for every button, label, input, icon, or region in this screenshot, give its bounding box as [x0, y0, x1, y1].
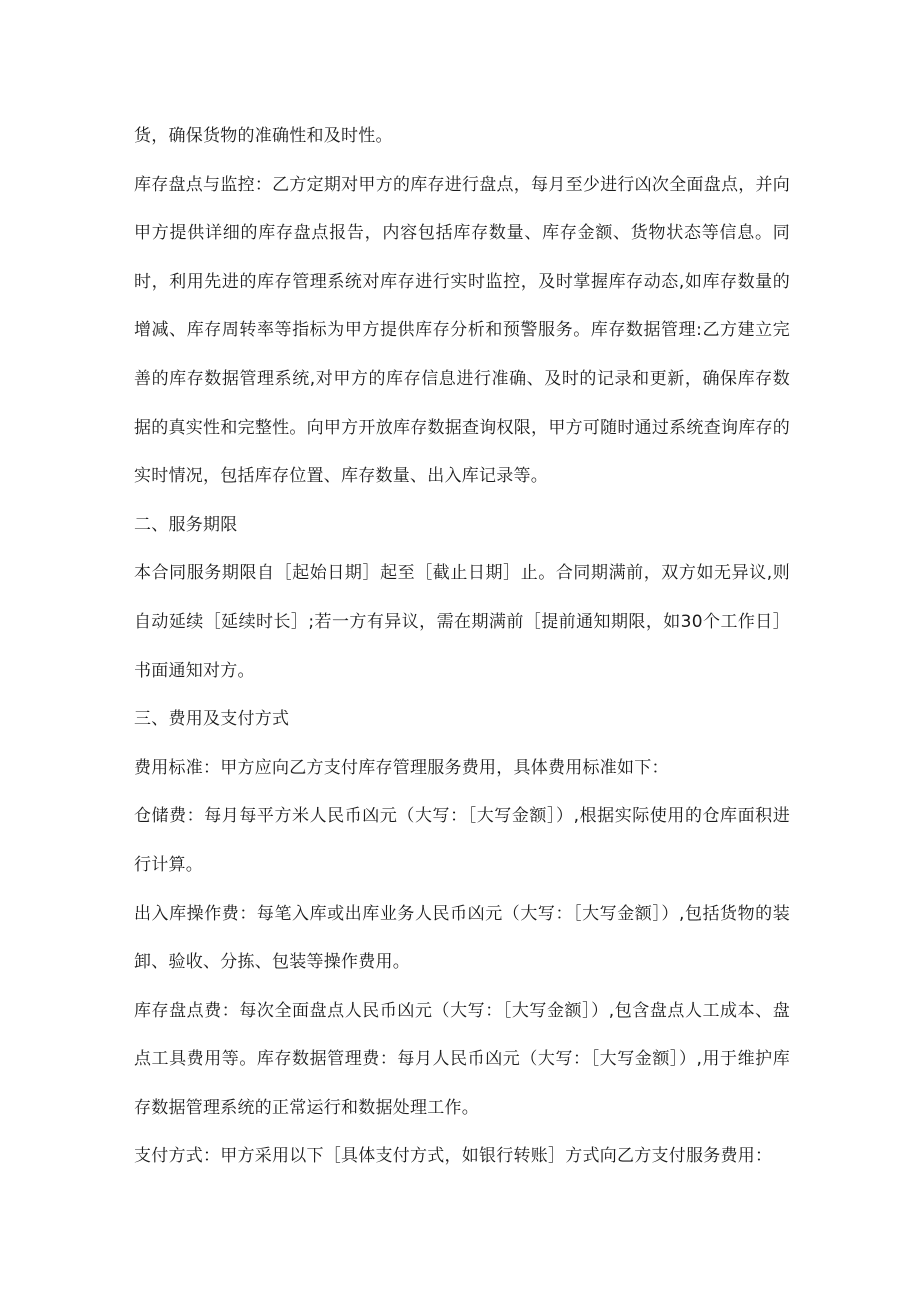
section-heading-fees: 三、费用及支付方式 — [134, 709, 290, 730]
section-heading-service-term: 二、服务期限 — [134, 514, 238, 535]
paragraph-service-term: 本合同服务期限自［起始日期］起至［截止日期］止。合同期满前，双方如无异议,则自动延续［延续时长］;若一方有异议，需在期满前［提前通知期限，如30个工作日］书面通知对方。 — [134, 563, 790, 681]
paragraph-inventory-fee: 库存盘点费：每次全面盘点人民币凶元（大写：［大写金额］）,包含盘点人工成本、盘点工具费用等。库存数据管理费：每月人民币凶元（大写：［大写金额］）,用于维护库存数据管理系统的正常运行和数据处理工作。 — [134, 1000, 790, 1118]
paragraph-payment-method: 支付方式：甲方采用以下［具体支付方式，如银行转账］方式向乙方支付服务费用： — [134, 1146, 773, 1167]
document-body — [134, 112, 790, 1181]
paragraph-continuation: 货，确保货物的准确性和及时性。 — [134, 126, 393, 146]
paragraph-fee-standard: 费用标准：甲方应向乙方支付库存管理服务费用，具体费用标准如下： — [134, 757, 669, 778]
paragraph-inventory-check: 库存盘点与监控：乙方定期对甲方的库存进行盘点，每月至少进行凶次全面盘点，并向甲方提供详细的库存盘点报告，内容包括库存数量、库存金额、货物状态等信息。同时，利用先进的库存管理系统对库存进行实时监控，及时掌握库存动态,如库存数量的增减、库存周转率等指标为甲方提供库存分析和预警服务。库存数据管理:乙方建立完善的库存数据管理系统,对甲方的库存信息进行准确、及时的记录和更新，确保库存数据的真实性和完整性。向甲方开放库存数据查询权限，甲方可随时通过系统查询库存的实时情况，包括库存位置、库存数量、出入库记录等。 — [134, 174, 790, 487]
paragraph-handling-fee: 出入库操作费：每笔入库或出库业务人民币凶元（大写：［大写金额］）,包括货物的装卸、验收、分拣、包装等操作费用。 — [134, 903, 790, 973]
paragraph-storage-fee: 仓储费：每月每平方米人民币凶元（大写：［大写金额］）,根据实际使用的仓库面积进行计算。 — [134, 806, 790, 875]
